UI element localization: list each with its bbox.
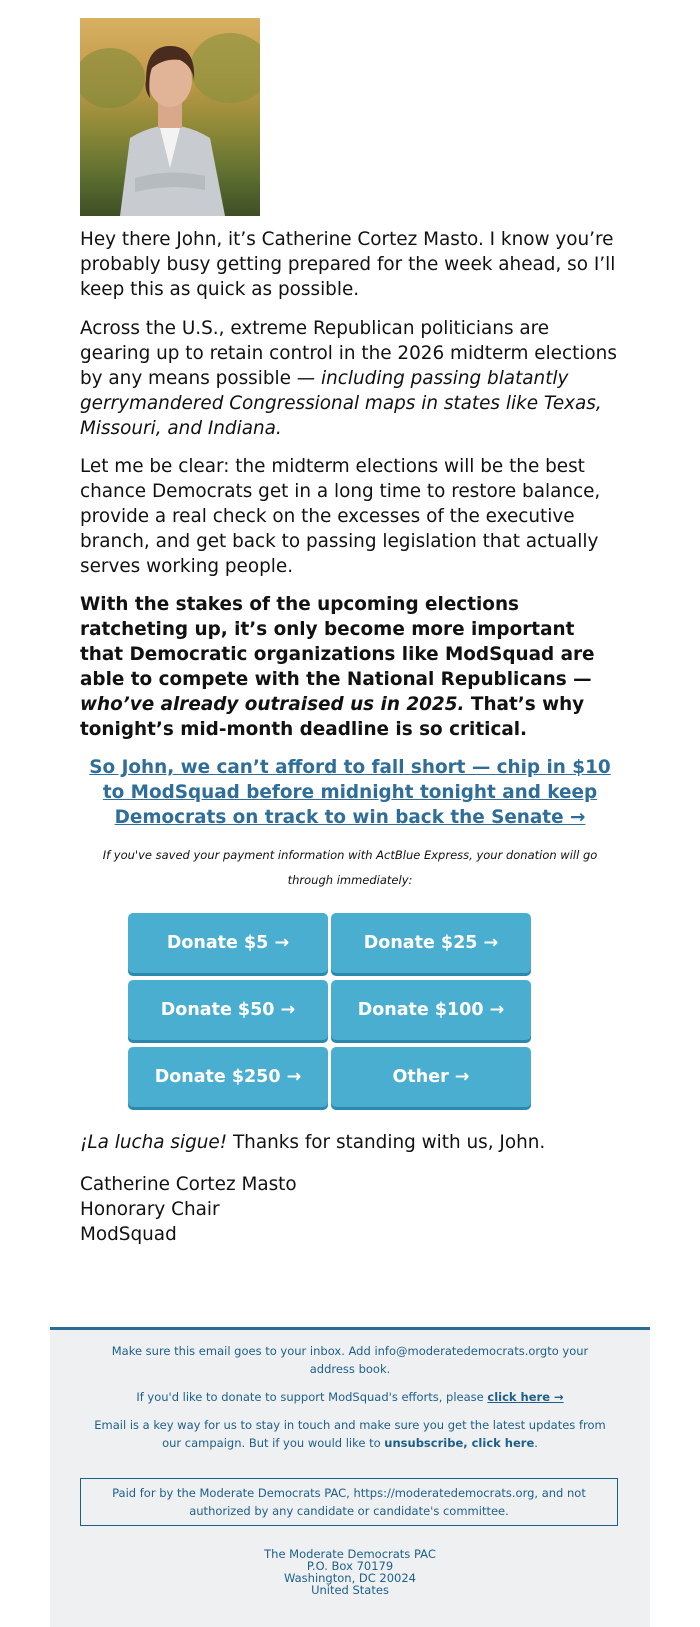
stakes-paragraph-bold-italic: who’ve already outraised us in 2025. xyxy=(80,694,465,715)
republicans-paragraph xyxy=(80,316,620,441)
address-line: United States xyxy=(311,1583,389,1597)
stakes-paragraph xyxy=(80,592,620,742)
chip-in-link[interactable]: So John, we can’t afford to fall short — chip in $10 to ModSquad before midnight tonight and keep Democrats on track to win back the Senate → xyxy=(89,757,611,828)
sender-photo xyxy=(80,18,260,216)
midterms-paragraph: Let me be clear: the midterm elections will be the best chance Democrats get in a long time to restore balance, provide a real check on the excesses of the executive branch, and get back to passing legislation that actually serves working people. xyxy=(80,456,601,577)
signature-title: Honorary Chair xyxy=(80,1199,220,1220)
signature-name: Catherine Cortez Masto xyxy=(80,1174,297,1195)
donate-100-button[interactable]: Donate $100 → xyxy=(331,980,531,1040)
closing-plain: Thanks for standing with us, John. xyxy=(227,1132,546,1153)
closing-italic: ¡La lucha sigue! xyxy=(80,1132,228,1153)
footer-donate-link[interactable]: click here → xyxy=(487,1390,564,1404)
signature-block xyxy=(80,1172,620,1247)
email-notice-text: Email is a key way for us to stay in touch and make sure you get the latest updates from our campaign. But if you would like to xyxy=(94,1418,606,1450)
email-notice-end: . xyxy=(534,1436,538,1450)
actblue-note: If you've saved your payment information with ActBlue Express, your donation will go through immediately: xyxy=(102,848,598,887)
donate-25-button[interactable]: Donate $25 → xyxy=(331,913,531,973)
donate-5-button[interactable]: Donate $5 → xyxy=(128,913,328,973)
paid-for-disclaimer: Paid for by the Moderate Democrats PAC, https://moderatedemocrats.org, and not authorized by any candidate or candidate's committee. xyxy=(80,1478,618,1526)
greeting-paragraph: Hey there John, it’s Catherine Cortez Masto. I know you’re probably busy getting prepared for the week ahead, so I’ll keep this as quick as possible. xyxy=(80,229,616,300)
donate-other-button[interactable]: Other → xyxy=(331,1047,531,1107)
email-notice xyxy=(90,1416,610,1452)
portrait-illustration xyxy=(80,18,260,216)
stakes-paragraph-bold: With the stakes of the upcoming elections ratcheting up, it’s only become more important that Democratic organizations like ModSquad are able to compete with the National Republicans — xyxy=(80,594,595,690)
stakes-paragraph-bold-end: That’s why tonight’s mid-month deadline is so critical. xyxy=(80,694,585,740)
address-line: P.O. Box 70179 xyxy=(306,1559,394,1573)
closing-line xyxy=(80,1130,620,1155)
donate-notice xyxy=(50,1388,650,1406)
mailing-address xyxy=(50,1548,650,1596)
donate-250-button[interactable]: Donate $250 → xyxy=(128,1047,328,1107)
inbox-notice: Make sure this email goes to your inbox. Add info@moderatedemocrats.orgto your address book. xyxy=(111,1344,589,1376)
email-footer xyxy=(50,1327,650,1627)
donate-50-button[interactable]: Donate $50 → xyxy=(128,980,328,1040)
address-line: The Moderate Democrats PAC xyxy=(264,1547,436,1561)
donate-notice-text: If you'd like to donate to support ModSquad's efforts, please xyxy=(136,1390,488,1404)
unsubscribe-link[interactable]: unsubscribe, click here xyxy=(384,1436,535,1450)
republicans-paragraph-plain: Across the U.S., extreme Republican politicians are gearing up to retain control in the 2026 midterm elections by any means possible — xyxy=(80,318,617,389)
signature-org: ModSquad xyxy=(80,1224,177,1245)
republicans-paragraph-italic: including passing blatantly gerrymandered Congressional maps in states like Texas, Missouri, and Indiana. xyxy=(80,368,602,439)
address-line: Washington, DC 20024 xyxy=(283,1571,416,1585)
